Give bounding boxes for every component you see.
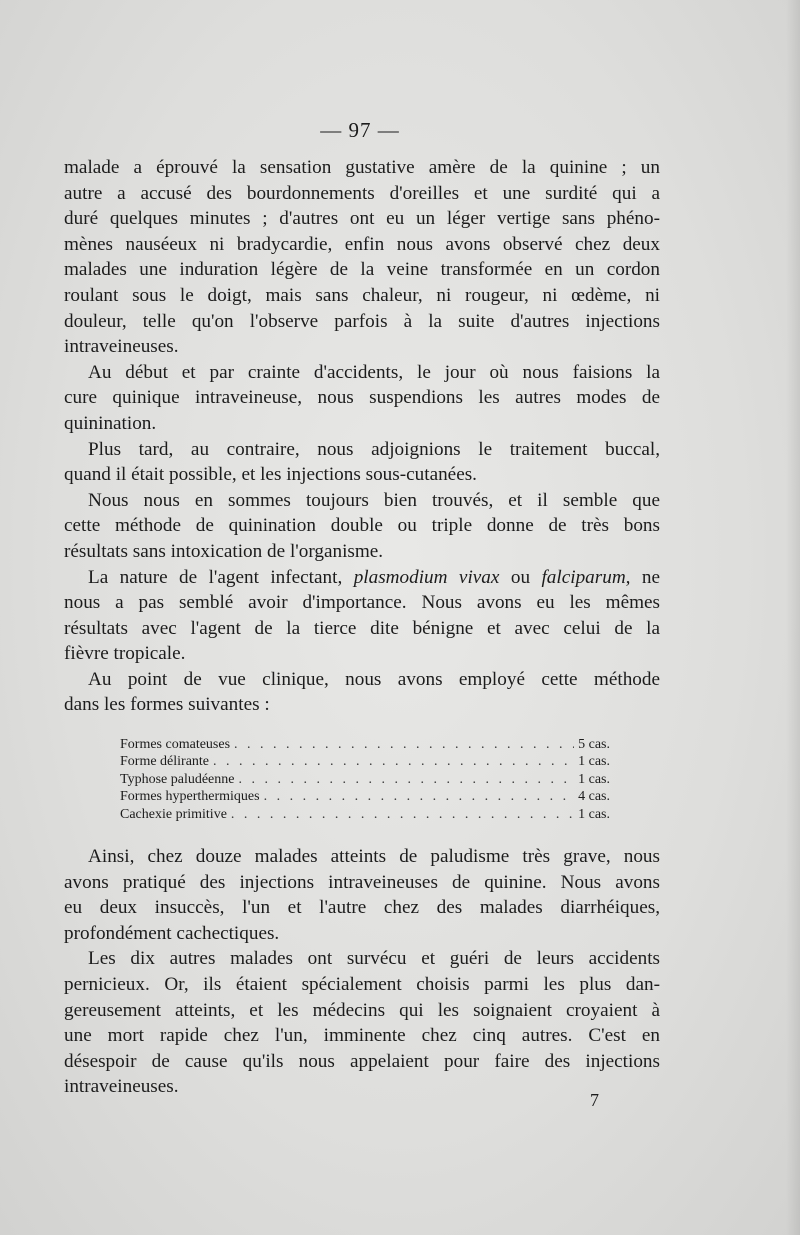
text-line: intraveineuses. [64,1076,179,1098]
text-line: fièvre tropicale. [64,643,186,665]
leader-dots [213,753,574,770]
case-count: 1 cas. [578,806,610,822]
text-line: une mort rapide chez l'un, imminente chez cinq autres. C'est en [64,1025,660,1047]
text-line: mènes nauséeux ni bradycardie, enfin nous avons observé chez deux [64,233,660,255]
table-row [120,753,610,770]
text-line-with-italics [64,565,660,591]
text-line: Plus tard, au contraire, nous adjoignions le traitement buccal, [88,438,660,460]
text-line: désespoir de cause qu'ils nous appelaient pour faire des injections [64,1050,660,1072]
text-line: pernicieux. Or, ils étaient spécialement choisis parmi les plus dan- [64,973,660,995]
page-number: — 97 — [320,118,400,142]
signature-mark: 7 [590,1090,599,1110]
form-name: Formes hyperthermiques [120,789,260,805]
form-name: Cachexie primitive [120,806,227,822]
table-row [120,771,610,788]
case-count: 4 cas. [578,789,610,805]
leader-dots [231,806,574,823]
main-text-bottom [64,844,660,1100]
text-line: eu deux insuccès, l'un et l'autre chez des malades diarrhéiques, [64,897,660,919]
text-line: malades une induration légère de la veine transformée en un cordon [64,259,660,281]
text-line: Les dix autres malades ont survécu et guéri de leurs accidents [88,948,660,970]
case-count: 1 cas. [578,771,610,787]
text-fragment: ou [510,566,531,588]
case-count: 1 cas. [578,754,610,770]
text-line: roulant sous le doigt, mais sans chaleur, ni rougeur, ni œdème, ni [64,284,660,306]
table-row [120,736,610,753]
text-line: Au début et par crainte d'accidents, le jour où nous faisions la [88,361,660,383]
paragraph-6 [64,667,660,718]
table-row [120,788,610,805]
text-line: dans les formes suivantes : [64,694,270,716]
paragraph-5 [64,565,660,667]
text-line: douleur, telle qu'on l'observe parfois à la suite d'autres injections [64,310,660,332]
leader-dots [264,788,575,805]
italic-term-vivax: plasmodium vivax [353,566,500,588]
text-line: cette méthode de quinination double ou triple donne de très bons [64,515,660,537]
form-name: Forme délirante [120,754,210,770]
text-line: Nous nous en sommes toujours bien trouvés, et il semble que [88,489,660,511]
text-line: autre a accusé des bourdonnements d'oreilles et une surdité qui a [64,182,660,204]
paragraph-8 [64,946,660,1100]
text-line: nous a pas semblé avoir d'importance. Nous avons eu les mêmes [64,592,660,614]
leader-dots [234,736,574,753]
text-fragment: La nature de l'agent infectant, [88,566,343,588]
form-name: Formes comateuses [120,737,231,752]
text-line: profondément cachectiques. [64,922,280,944]
paragraph-2 [64,360,660,437]
page-edge-shadow [786,0,800,1235]
text-line: cure quinique intraveineuse, nous suspendions les autres modes de [64,387,660,409]
paragraph-3 [64,437,660,488]
paragraph-7 [64,844,660,946]
italic-term-falciparum: falciparum, [541,566,631,588]
text-line: résultats sans intoxication de l'organisme. [64,540,384,562]
case-count: 5 cas. [578,737,610,752]
leader-dots [238,771,574,788]
text-line: résultats avec l'agent de la tierce dite bénigne et avec celui de la [64,617,660,639]
text-line: gereusement atteints, et les médecins qui les soignaient croyaient à [64,999,660,1021]
text-line: duré quelques minutes ; d'autres ont eu un léger vertige sans phéno- [64,208,660,230]
text-line: Au point de vue clinique, nous avons employé cette méthode [88,668,660,690]
text-line: malade a éprouvé la sensation gustative amère de la quinine ; un [64,157,660,178]
text-line: intraveineuses. [64,336,179,358]
clinical-forms-table [120,736,610,823]
text-fragment: ne [641,566,661,588]
text-line: Ainsi, chez douze malades atteints de paludisme très grave, nous [88,846,660,867]
table-row [120,806,610,823]
text-line: avons pratiqué des injections intraveineuses de quinine. Nous avons [64,871,660,893]
main-text-top [64,155,660,718]
paragraph-1 [64,155,660,360]
form-name: Typhose paludéenne [120,771,235,787]
text-line: quinination. [64,412,157,434]
text-line: quand il était possible, et les injections sous-cutanées. [64,464,477,486]
paragraph-4 [64,488,660,565]
